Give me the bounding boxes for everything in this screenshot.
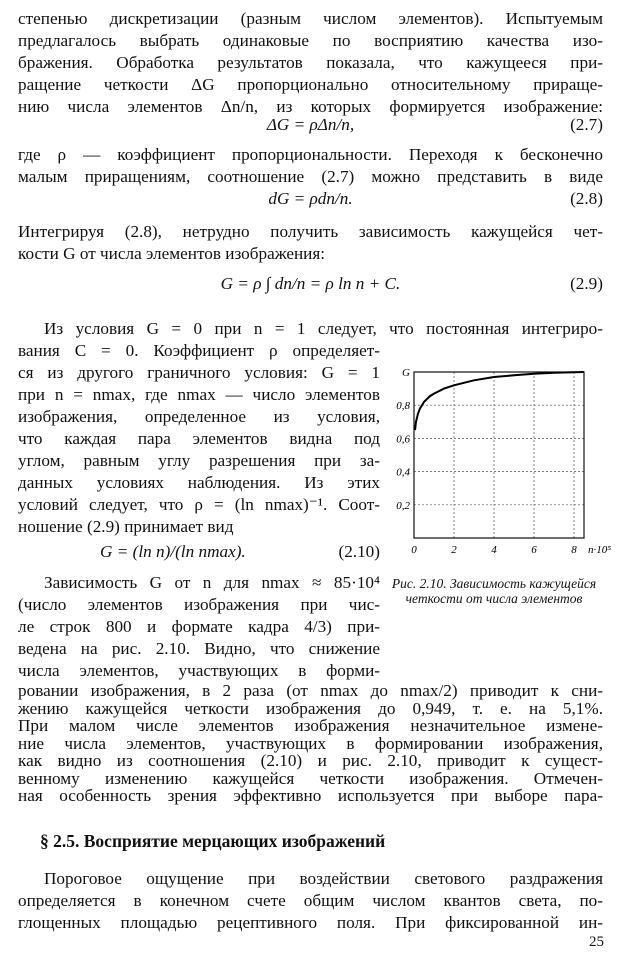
equation-formula: ΔG = ρΔn/n, xyxy=(266,115,355,134)
equation-formula: dG = ρdn/n. xyxy=(268,189,353,208)
text-line: Пороговое ощущение при воздействии светового раздражения xyxy=(44,869,603,888)
text-line: определяется в конечном счете общим числом квантов света, по- xyxy=(18,891,603,910)
text-line: жению кажущейся четкости изображения до 0,949, т. е. на 5,1%. xyxy=(18,698,603,718)
text-line: числа элементов, участвующих в форми- xyxy=(18,661,380,680)
equation-number: (2.7) xyxy=(570,115,603,134)
text-line: ровании изображения, в 2 раза (от nmax до nmax/2) приводит к сни- xyxy=(18,681,603,700)
text-line: Интегрируя (2.8), нетрудно получить зависимость кажущейся чет- xyxy=(18,222,603,241)
text-line: где ρ — коэффициент пропорциональности. Переходя к бесконечно xyxy=(18,145,603,164)
section-heading: § 2.5. Восприятие мерцающих изображений xyxy=(40,831,386,851)
text-line: венному изменению кажущейся четкости изображения. Отмечен- xyxy=(18,768,603,788)
equation-2-8 xyxy=(18,187,603,211)
x-tick-label: 8 xyxy=(571,544,577,556)
figure-caption: Рис. 2.10. Зависимость кажущейся четкости от числа элементов xyxy=(391,576,597,606)
text-line: кости G от числа элементов изображения: xyxy=(18,244,326,263)
x-tick-label: 6 xyxy=(531,544,537,556)
text-line: Зависимость G от n для nmax ≈ 85·10⁴ xyxy=(44,573,380,592)
equation-number: (2.10) xyxy=(338,542,380,561)
y-tick-label: G xyxy=(402,367,410,379)
y-tick-label: 0,8 xyxy=(396,400,410,413)
text-line: предлагалось выбрать одинаковые по восприятию качества изо- xyxy=(18,31,603,50)
text-line: ся из другого граничного условия: G = 1 xyxy=(18,363,380,382)
text-line: данных условиях наблюдения. Из этих xyxy=(18,473,380,492)
y-tick-label: 0,4 xyxy=(396,466,410,479)
text-line: бражения. Обработка результатов показала, что кажущееся при- xyxy=(18,53,603,72)
text-line: малым приращениям, соотношение (2.7) можно представить в виде xyxy=(18,167,603,186)
equation-2-9 xyxy=(18,272,603,296)
text-line: ращение четкости ΔG пропорционально относительному прираще- xyxy=(18,75,603,94)
x-tick-label: n·10⁵ xyxy=(588,544,612,556)
text-line: при n = nmax, где nmax — число элементов xyxy=(18,385,380,404)
text-line: изображения, определенное из условия, xyxy=(18,407,380,426)
page-number: 25 xyxy=(589,934,604,950)
text-line: что каждая пара элементов видна под xyxy=(18,429,380,448)
text-line: нию числа элементов Δn/n, из которых формируется изображение: xyxy=(18,97,603,116)
text-line: ная особенность зрения эффективно используется при выборе пара- xyxy=(18,786,603,805)
plot-frame xyxy=(414,372,584,538)
text-line: ле строк 800 и формате кадра 4/3) при- xyxy=(18,617,380,636)
equation-formula: G = (ln n)/(ln nmax). xyxy=(100,542,246,561)
text-line: степенью дискретизации (разным числом элементов). Испытуемым xyxy=(18,9,603,28)
text-line: как видно из соотношения (2.10) и рис. 2.10, приводит к сущест- xyxy=(18,751,603,770)
text-line: глощенных площадью рецептивного поля. При фиксированной ин- xyxy=(18,913,603,932)
y-tick-label: 0,2 xyxy=(396,499,410,512)
figure-2-10-chart xyxy=(388,360,612,572)
series-line xyxy=(415,372,584,430)
text-line: Из условия G = 0 при n = 1 следует, что постоянная интегриро- xyxy=(44,319,603,338)
x-tick-label: 4 xyxy=(491,544,497,556)
equation-formula: G = ρ ∫ dn/n = ρ ln n + C. xyxy=(220,274,401,293)
text-line: ведена на рис. 2.10. Видно, что снижение xyxy=(18,639,380,658)
text-line: вания C = 0. Коэффициент ρ определяет- xyxy=(18,341,380,360)
text-line: ние числа элементов, участвующих в формировании изображения, xyxy=(18,733,603,753)
x-tick-label: 2 xyxy=(451,544,457,556)
text-line: При малом числе элементов изображения незначительное измене- xyxy=(18,716,603,735)
text-line: ношение (2.9) принимает вид xyxy=(18,517,234,536)
equation-number: (2.9) xyxy=(570,274,603,293)
x-tick-label: 0 xyxy=(411,544,417,556)
text-line: углом, равным углу разрешения при за- xyxy=(18,451,380,470)
equation-number: (2.8) xyxy=(570,189,603,208)
equation-2-10 xyxy=(18,540,380,564)
y-tick-label: 0,6 xyxy=(396,433,410,446)
equation-2-7 xyxy=(18,113,603,137)
text-line: условий следует, что ρ = (ln nmax)⁻¹. Соот- xyxy=(18,495,380,514)
text-line: (число элементов изображения при чис- xyxy=(18,595,380,614)
